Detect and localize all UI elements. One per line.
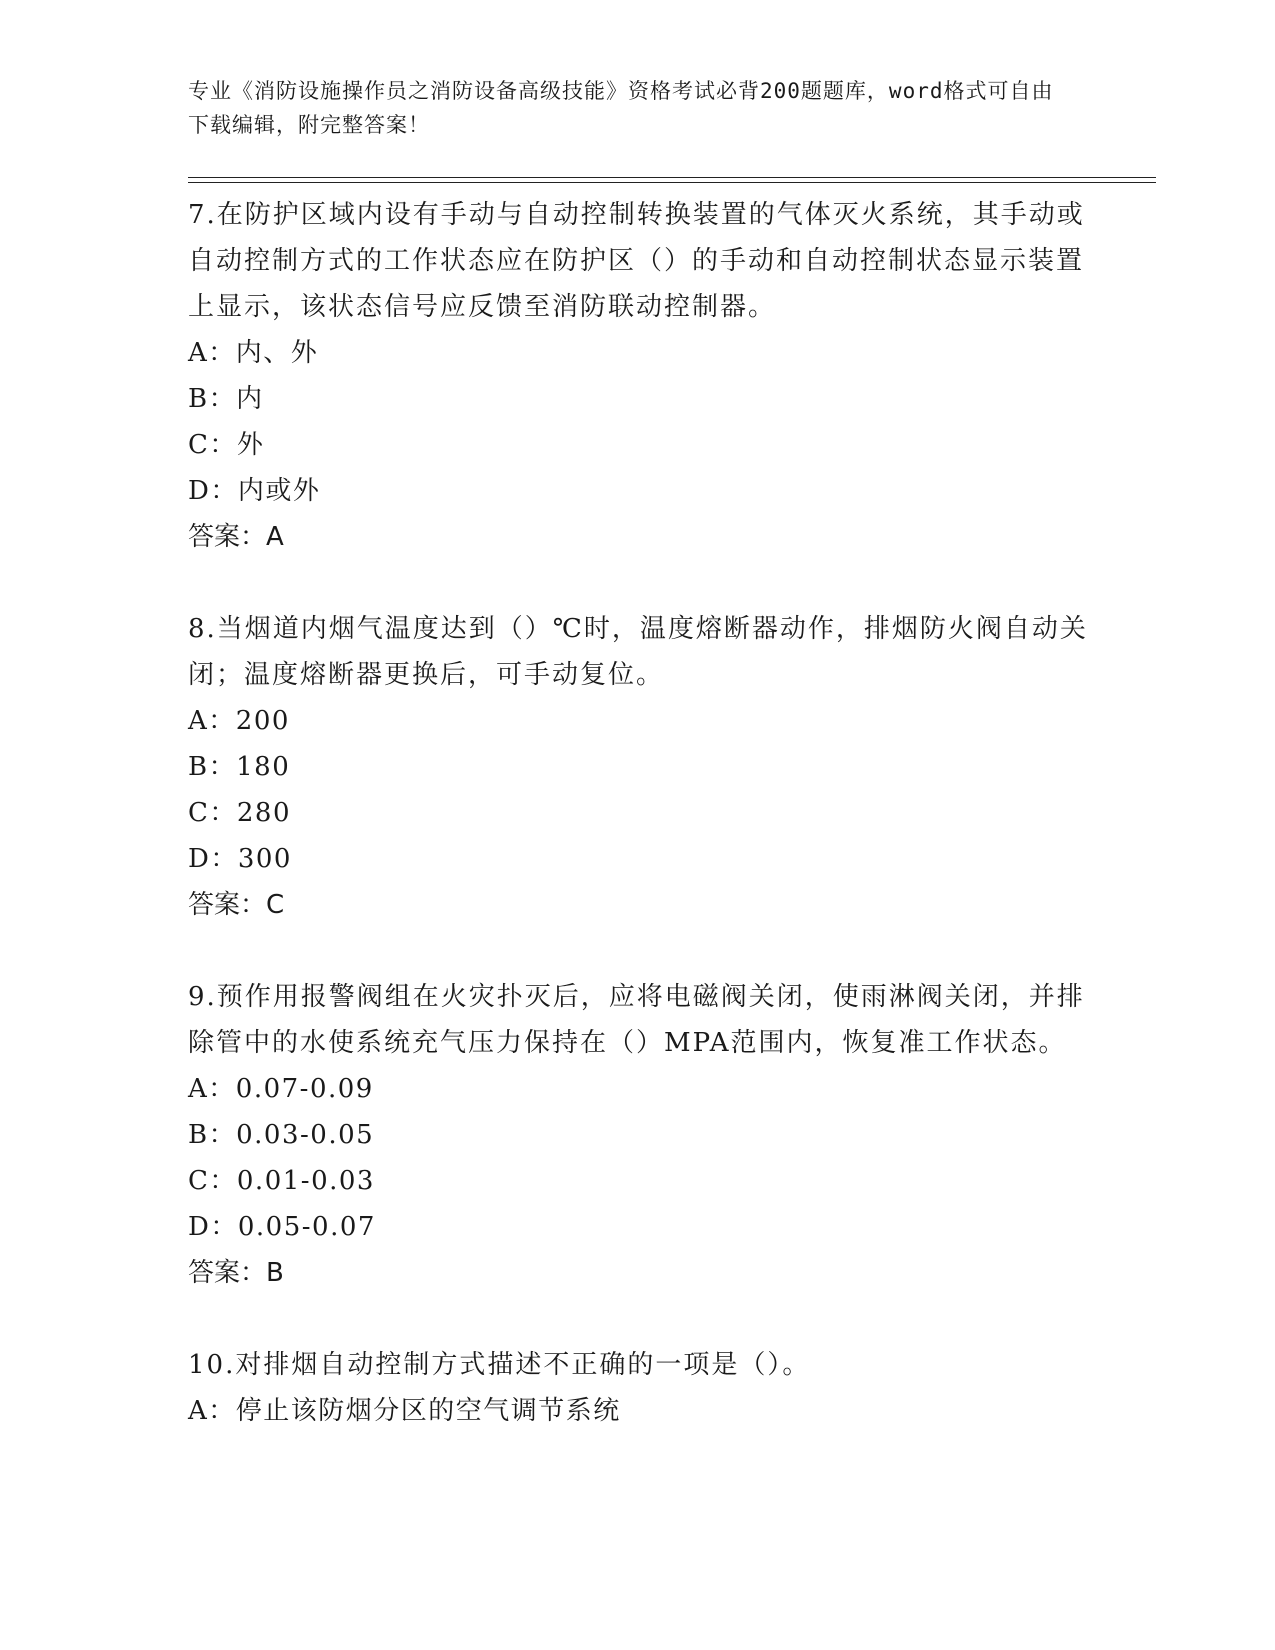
option-a: A：0.07-0.09 bbox=[188, 1074, 374, 1104]
option-d: D：300 bbox=[188, 844, 292, 874]
question-spacer bbox=[188, 560, 1088, 606]
question-7 bbox=[188, 192, 1088, 560]
option-d: D：内或外 bbox=[188, 476, 321, 506]
question-list bbox=[188, 192, 1088, 1434]
header-divider-bottom bbox=[188, 182, 1156, 183]
question-stem: 10.对排烟自动控制方式描述不正确的一项是（）。 bbox=[188, 1350, 811, 1380]
question-10 bbox=[188, 1342, 1088, 1434]
option-c: C：280 bbox=[188, 798, 292, 828]
question-stem: 8.当烟道内烟气温度达到（）℃时，温度熔断器动作，排烟防火阀自动关闭；温度熔断器更换后，可手动复位。 bbox=[188, 614, 1088, 690]
question-stem: 9.预作用报警阀组在火灾扑灭后，应将电磁阀关闭，使雨淋阀关闭，并排除管中的水使系统充气压力保持在（）MPA范围内，恢复准工作状态。 bbox=[188, 982, 1085, 1058]
answer: 答案：A bbox=[188, 522, 284, 552]
question-8 bbox=[188, 606, 1088, 928]
option-a: A：内、外 bbox=[188, 338, 319, 368]
question-spacer bbox=[188, 928, 1088, 974]
option-b: B：180 bbox=[188, 752, 291, 782]
header-divider-top bbox=[188, 177, 1156, 178]
question-stem: 7.在防护区域内设有手动与自动控制转换装置的气体灭火系统，其手动或自动控制方式的工作状态应在防护区（）的手动和自动控制状态显示装置上显示，该状态信号应反馈至消防联动控制器。 bbox=[188, 200, 1085, 322]
option-a: A：停止该防烟分区的空气调节系统 bbox=[188, 1396, 621, 1426]
option-c: C：0.01-0.03 bbox=[188, 1166, 375, 1196]
option-c: C：外 bbox=[188, 430, 265, 460]
answer: 答案：C bbox=[188, 890, 285, 920]
option-b: B：内 bbox=[188, 384, 264, 414]
option-d: D：0.05-0.07 bbox=[188, 1212, 376, 1242]
question-9 bbox=[188, 974, 1088, 1296]
question-spacer bbox=[188, 1296, 1088, 1342]
option-a: A：200 bbox=[188, 706, 290, 736]
document-header: 专业《消防设施操作员之消防设备高级技能》资格考试必背200题题库，word格式可自由下载编辑，附完整答案！ bbox=[188, 79, 1054, 137]
answer: 答案：B bbox=[188, 1258, 284, 1288]
option-b: B：0.03-0.05 bbox=[188, 1120, 375, 1150]
